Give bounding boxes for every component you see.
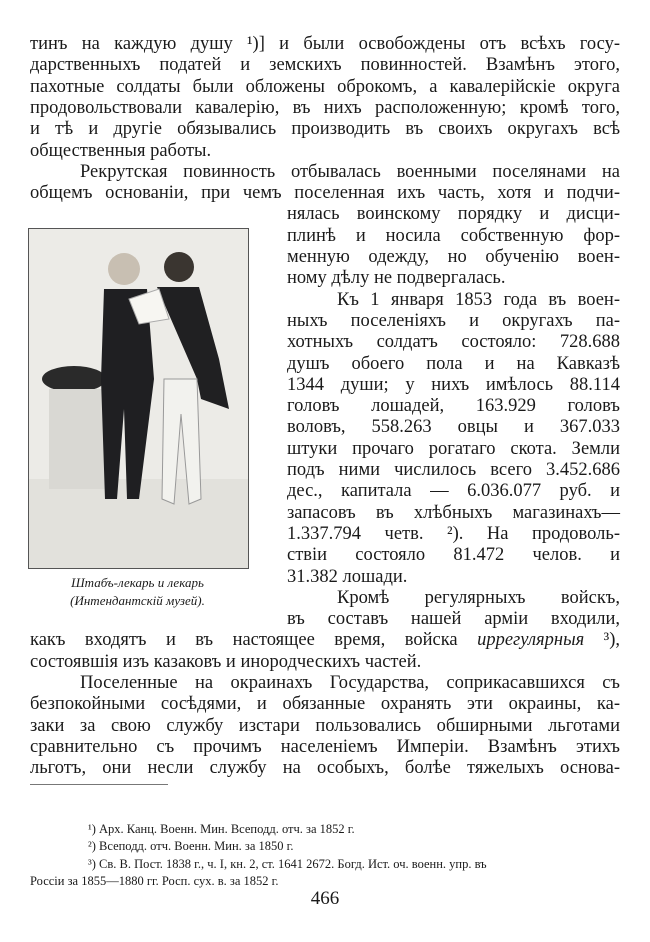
text-line [30,118,620,140]
line-text: Кромѣ регулярныхъ войскъ, [337,587,620,608]
line-text: нялась воинскому порядку и дисци- [287,204,620,225]
page-number: 466 [310,888,340,909]
text-line [30,736,620,758]
text-line [30,757,620,779]
footnote-line: ²) Всеподд. отч. Военн. Мин. за 1850 г. [88,839,294,853]
line-text: и тѣ и другіе обязывались производить въ своихъ округахъ всѣ [30,119,620,140]
line-text: подъ ними числилось всего 3.452.686 [287,460,620,480]
text-line [30,54,620,76]
line-text: какъ входятъ и въ настоящее время, войска [30,630,478,651]
text-line [287,480,620,502]
text-line [287,353,620,375]
illustration-image [29,229,248,568]
text-line [287,608,620,630]
text-line [287,310,620,332]
text-line [30,33,620,55]
text-line [30,715,620,737]
line-text: 31.382 лошади. [287,566,408,587]
line-text: дарственныхъ податей и земскихъ повинностей. Взамѣнъ этого, [30,55,620,76]
line-text: хотныхъ солдатъ состояло: 728.688 [287,332,620,353]
line-text: воловъ, 558.263 овцы и 367.033 [287,417,620,438]
footnote-line: Россіи за 1855—1880 гг. Росп. сух. в. за 1852 г. [30,874,279,888]
line-text: дес., капитала — 6.036.077 руб. и [287,481,620,502]
text-line [30,140,620,162]
text-line [30,97,620,119]
line-text: состоявшія изъ казаковъ и инородческихъ частей. [30,651,422,672]
line-text: Поселенные на окраинахъ Государства, соприкасавшихся съ [80,673,620,693]
italic-term: иррегулярныя [477,630,585,651]
line-text: сравнительно съ прочимъ населеніемъ Имперіи. Взамѣнъ этихъ [30,736,620,757]
figure-caption-line1: Штабъ-лекарь и лекарь [71,575,204,590]
text-line [287,225,620,247]
text-line [287,395,620,417]
footnote-divider [30,784,168,785]
line-text: 1344 души; у нихъ имѣлось 88.114 [287,374,620,395]
text-line [287,459,620,481]
footnote-line: ¹) Арх. Канц. Военн. Мин. Всеподд. отч. за 1852 г. [88,822,355,836]
text-line [30,629,620,651]
text-line [30,182,620,204]
figure-caption-line2: (Интендантскій музей). [70,593,205,608]
text-line [287,246,620,268]
line-text: въ составъ нашей арміи входили, [287,609,620,630]
text-line [30,693,620,715]
text-line [287,203,620,225]
line-text: плинѣ и носила собственную фор- [287,225,620,246]
line-text: продовольствовали кавалерію, въ нихъ расположенную; кромѣ того, [30,97,620,118]
text-line [287,502,620,524]
line-text: заки за свою службу изстари пользовались обширными льготами [30,715,620,736]
line-text: общемъ основаніи, при чемъ поселенная ихъ часть, хотя и подчи- [30,183,620,204]
line-text: штуки прочаго рогатаго скота. Земли [287,438,620,459]
line-text: безпокойными сосѣдями, и обязанные охранять эти окраины, ка- [30,694,620,715]
text-line [287,438,620,460]
line-text: Рекрутская повинность отбывалась военными поселянами на [80,161,620,182]
line-text: 1.337.794 четв. ²). На продоволь- [287,523,620,544]
text-line [80,672,620,694]
text-line [287,267,620,289]
text-line [80,161,620,183]
text-line [287,544,620,566]
line-text: пахотные солдаты были обложены оброкомъ, а кавалерійскіе округа [30,76,620,97]
footnote-line: ³) Св. В. Пост. 1838 г., ч. I, кн. 2, ст. 1641 2672. Богд. Ист. оч. военн. упр. въ [88,857,487,871]
text-line [30,76,620,98]
line-text: менную одежду, но обученію воен- [287,247,620,267]
text-line [287,374,620,396]
text-line [30,651,620,673]
text-line [287,523,620,545]
line-text: ствіи состояло 81.472 челов. и [287,545,620,566]
line-text: ному дѣлу не подвергалась. [287,268,506,289]
line-text: общественныя работы. [30,140,212,161]
line-text: ³), [584,630,620,651]
illustration-two-army-doctors [28,228,249,569]
line-text: ныхъ поселеніяхъ и округахъ па- [287,310,620,331]
line-text: головъ лошадей, 163.929 головъ [287,396,620,417]
line-text: Къ 1 января 1853 года въ воен- [337,289,620,310]
line-text: льготъ, они несли службу на особыхъ, болѣе тяжелыхъ основа- [30,758,620,779]
text-line [337,587,620,609]
text-line [287,566,620,588]
text-line [287,416,620,438]
line-text: тинъ на каждую душу ¹)] и были освобождены отъ всѣхъ госу- [30,34,620,54]
line-text: душъ обоего пола и на Кавказѣ [287,353,620,374]
line-text: запасовъ въ хлѣбныхъ магазинахъ— [287,502,620,523]
text-line [287,331,620,353]
text-line [337,289,620,311]
